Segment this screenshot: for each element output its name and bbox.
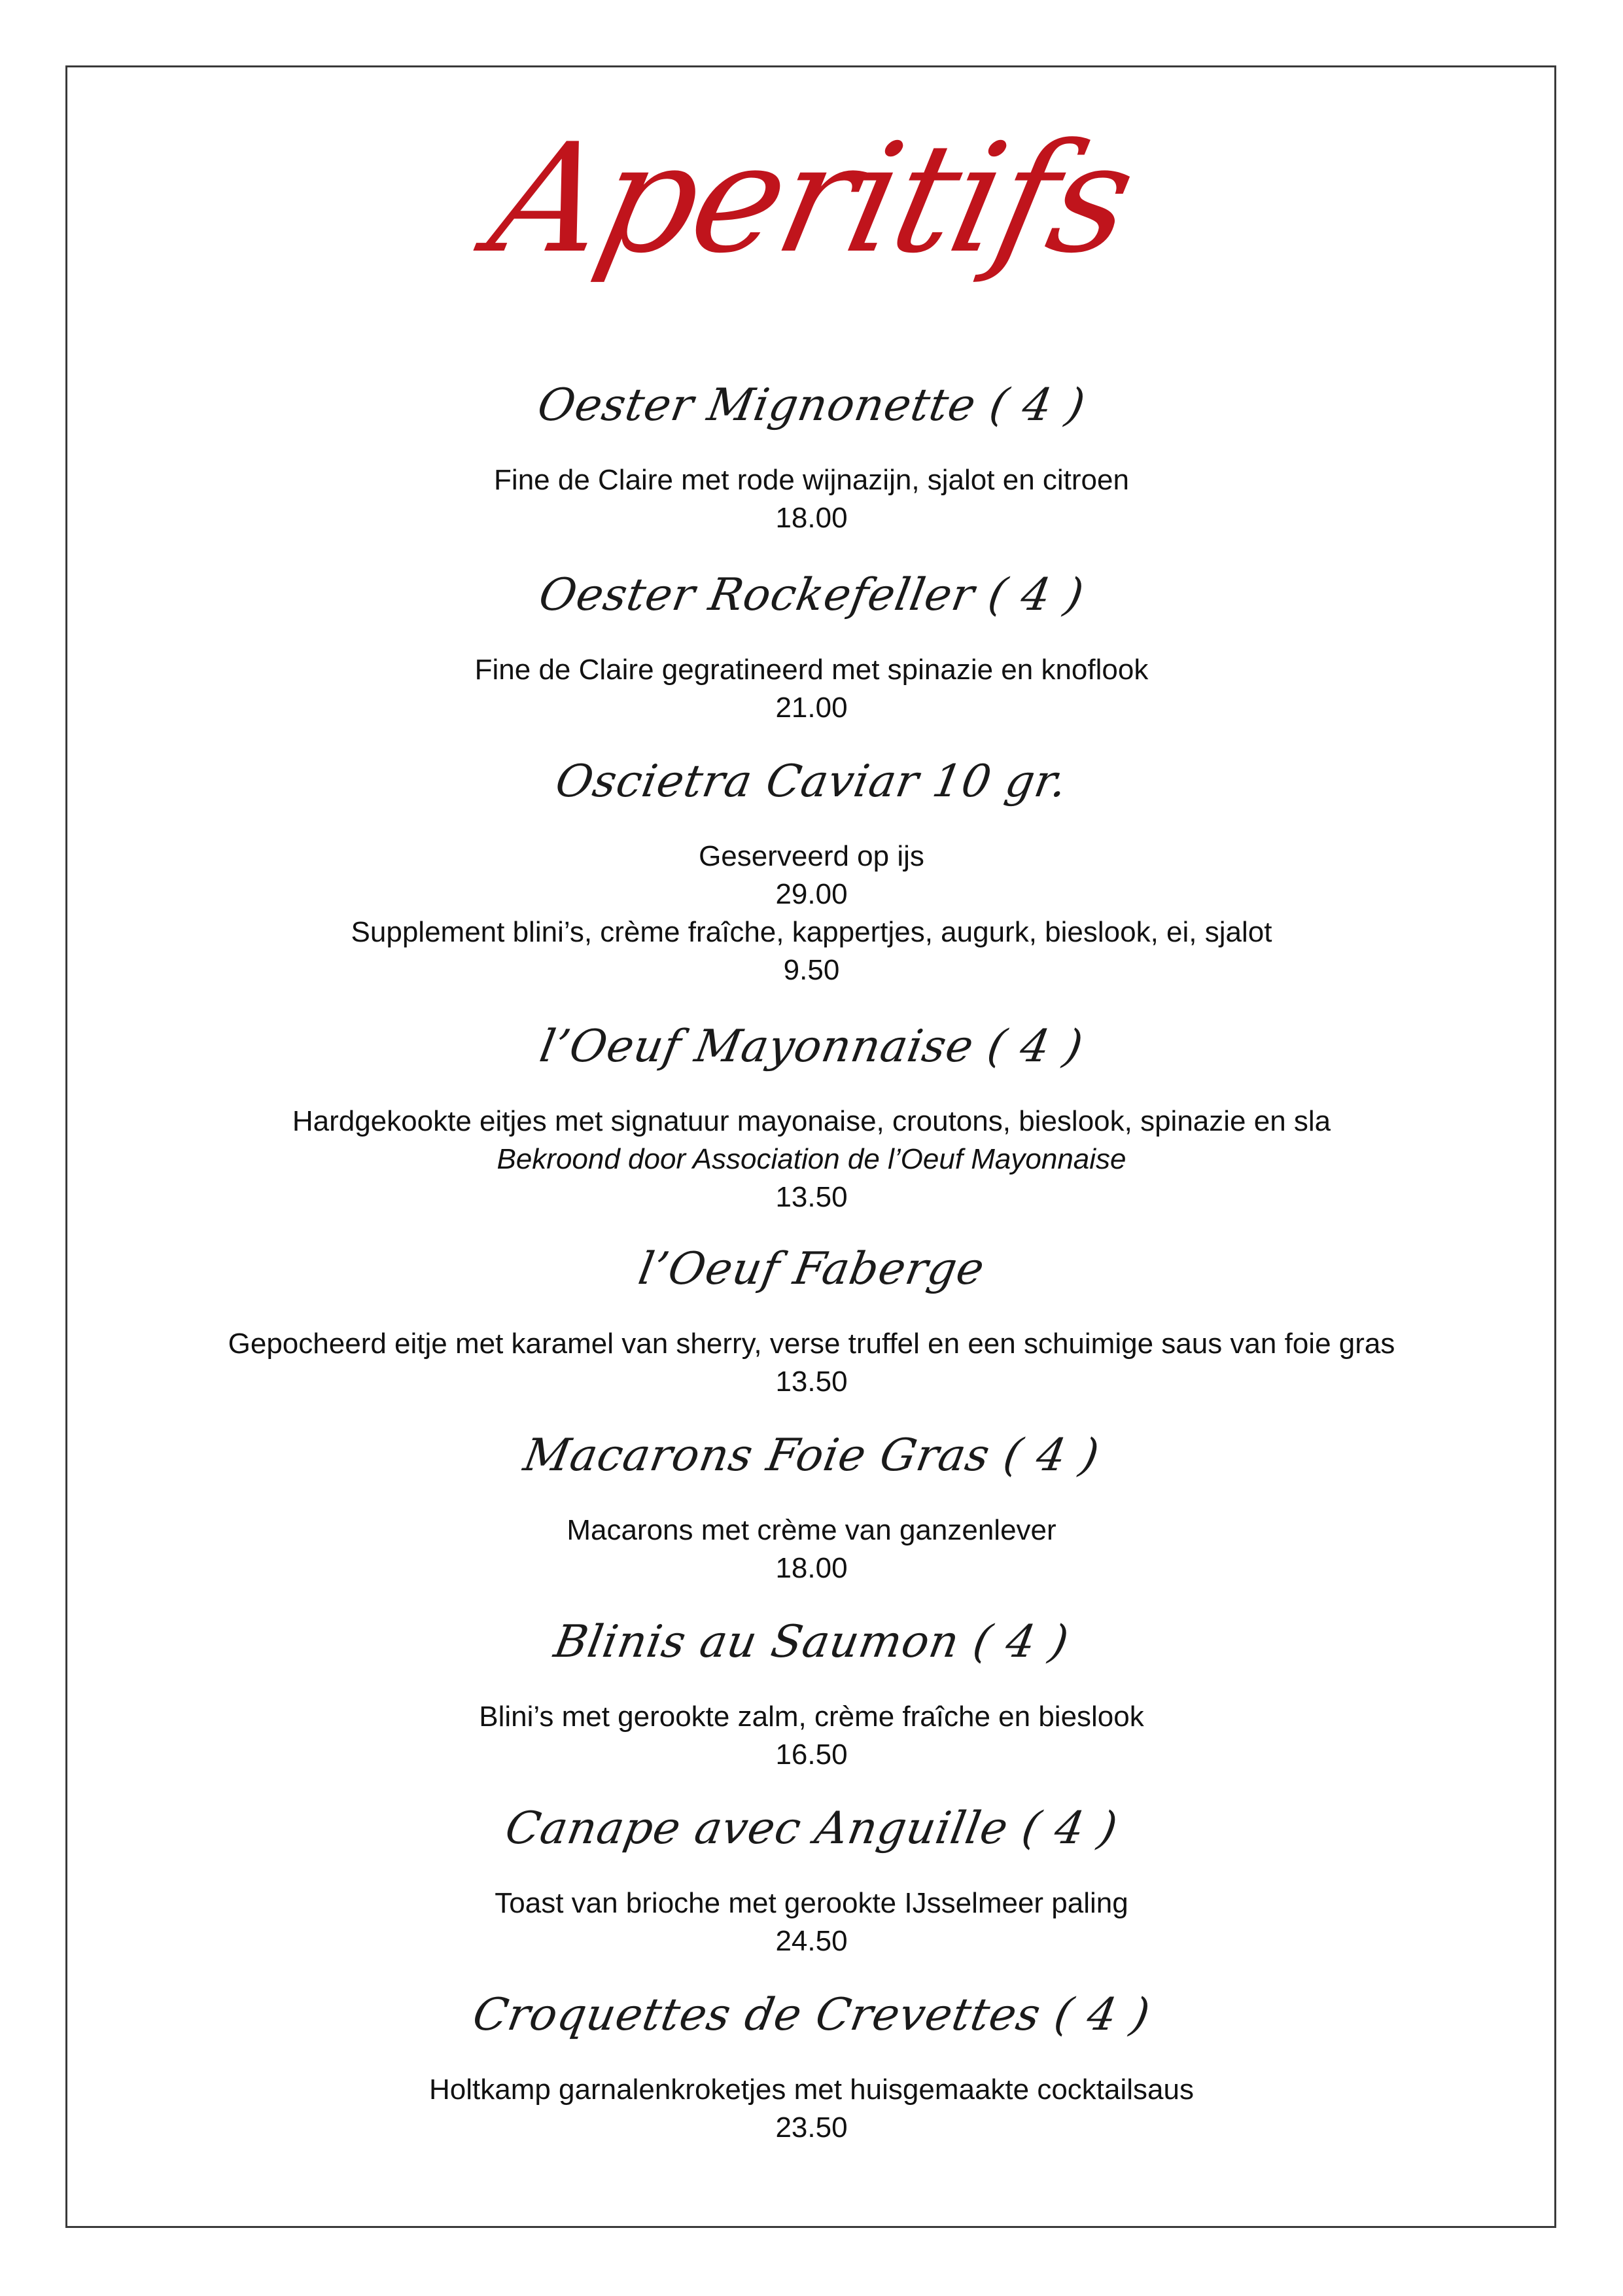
- menu-item-price: 18.00: [775, 1552, 848, 1584]
- menu-item-name: Canape avec Anguille ( 4 ): [501, 1803, 1122, 1854]
- menu-item-price: 16.50: [775, 1739, 848, 1771]
- menu-item-price: 29.00: [775, 878, 848, 910]
- menu-item-name: Macarons Foie Gras ( 4 ): [519, 1430, 1104, 1481]
- menu-item-name: l’Oeuf Mayonnaise ( 4 ): [536, 1021, 1087, 1072]
- menu-item-name: Oester Rockefeller ( 4 ): [535, 569, 1089, 621]
- menu-item-name: l’Oeuf Faberge: [635, 1243, 989, 1295]
- menu-item-price: 21.00: [775, 692, 848, 724]
- menu-item-description: Macarons met crème van ganzenlever: [567, 1514, 1056, 1546]
- menu-title: Aperitifs: [477, 112, 1147, 287]
- menu-item-award-note: Bekroond door Association de l’Oeuf Mayonnaise: [497, 1143, 1126, 1175]
- menu-item-description: Hardgekookte eitjes met signatuur mayonaise, croutons, bieslook, spinazie en sla: [292, 1105, 1331, 1137]
- menu-item-name: Croquettes de Crevettes ( 4 ): [468, 1989, 1155, 2041]
- menu-item-price: 13.50: [775, 1366, 848, 1398]
- menu-item-description: Fine de Claire gegratineerd met spinazie en knoflook: [474, 654, 1149, 686]
- menu-item-price: 13.50: [775, 1181, 848, 1213]
- menu-item-price: 9.50: [783, 954, 840, 986]
- menu-item-description: Fine de Claire met rode wijnazijn, sjalot en citroen: [494, 464, 1129, 496]
- menu-item-name: Oscietra Caviar 10 gr.: [551, 756, 1072, 807]
- menu-item-description: Geserveerd op ijs: [699, 840, 924, 872]
- menu-item-price: 18.00: [775, 502, 848, 534]
- menu-item-name: Oester Mignonette ( 4 ): [533, 380, 1090, 431]
- menu-item-price: 23.50: [775, 2111, 848, 2144]
- menu-item-description: Holtkamp garnalenkroketjes met huisgemaakte cocktailsaus: [428, 2074, 1194, 2106]
- menu-item-description: Gepocheerd eitje met karamel van sherry, verse truffel en een schuimige saus van foie gras: [228, 1328, 1395, 1360]
- menu-item-description: Supplement blini’s, crème fraîche, kappertjes, augurk, bieslook, ei, sjalot: [351, 916, 1272, 948]
- menu-item-description: Toast van brioche met gerookte IJsselmeer paling: [495, 1887, 1128, 1919]
- menu-item-description: Blini’s met gerookte zalm, crème fraîche en bieslook: [479, 1701, 1144, 1733]
- menu-item-name: Blinis au Saumon ( 4 ): [550, 1616, 1073, 1668]
- menu-item-price: 24.50: [775, 1925, 848, 1957]
